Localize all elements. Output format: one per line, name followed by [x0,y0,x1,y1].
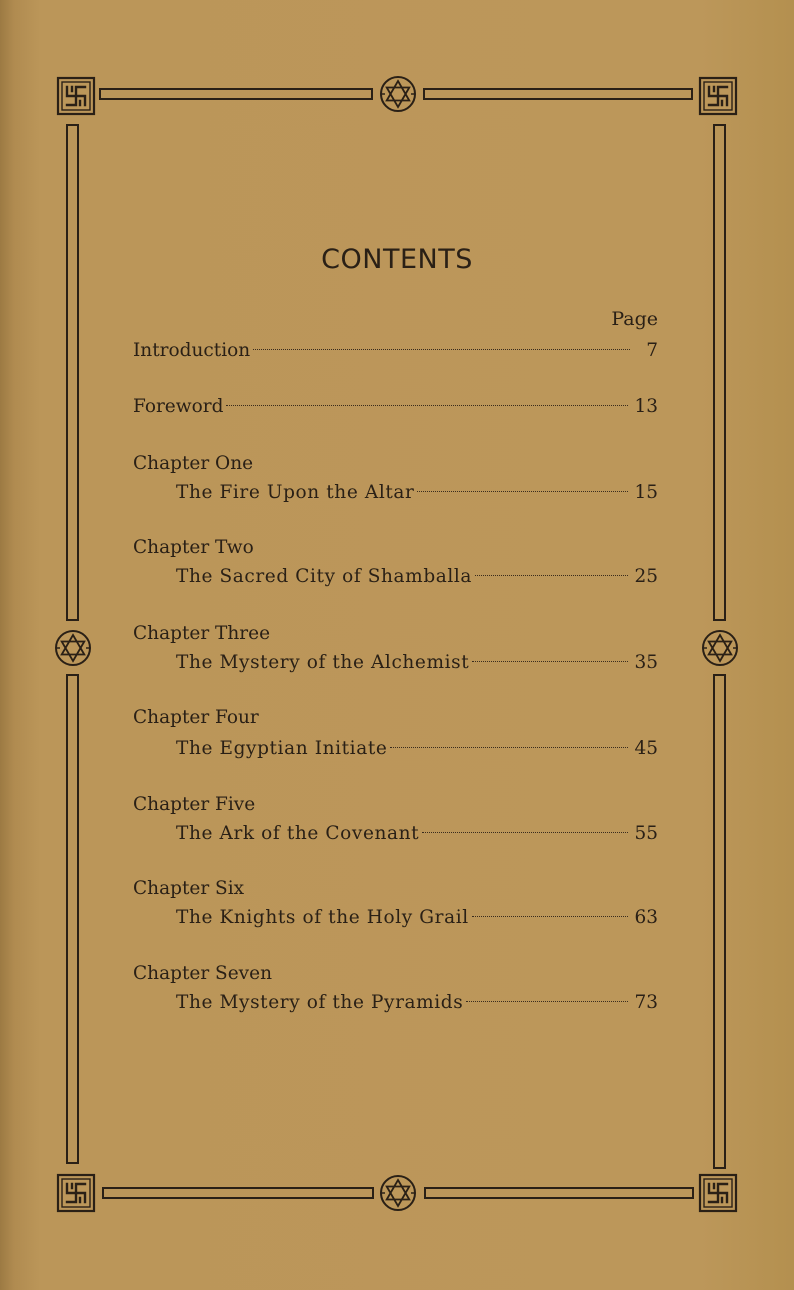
swastika-corner-icon [700,1175,736,1211]
entry-page-number: 7 [646,340,658,361]
entry-title: Foreword [133,396,224,417]
dot-leader [390,747,628,748]
toc-entry-chapter-five[interactable] [133,791,658,849]
dot-leader [472,916,629,917]
toc-entry-chapter-one[interactable] [133,450,658,508]
entry-title: The Ark of the Covenant [176,823,420,844]
toc-entry-introduction[interactable] [133,336,658,366]
dot-leader [472,661,628,662]
dot-leader [226,405,628,406]
entry-page-number: 25 [634,566,658,587]
toc-entry-chapter-six[interactable] [133,875,658,933]
entry-title: The Sacred City of Shamballa [176,566,473,587]
toc-entry-chapter-three[interactable] [133,620,658,678]
chapter-label: Chapter Seven [133,963,272,984]
swastika-corner-icon [700,78,736,114]
swastika-corner-icon [58,78,94,114]
entry-page-number: 63 [634,907,658,928]
entry-title: The Mystery of the Alchemist [176,652,470,673]
entry-page-number: 73 [634,992,658,1013]
dot-leader [417,491,628,492]
entry-title: The Egyptian Initiate [176,738,388,759]
page-column-label: Page [611,308,658,330]
hexagram-medallion-icon [56,631,90,665]
entry-page-number: 45 [634,738,658,759]
chapter-label: Chapter Six [133,878,245,899]
entry-page-number: 13 [634,396,658,417]
toc-entry-chapter-two[interactable] [133,534,658,592]
dot-leader [422,832,628,833]
entry-title: Introduction [133,340,251,361]
toc-entry-chapter-seven[interactable] [133,960,658,1018]
chapter-label: Chapter Three [133,623,271,644]
contents-heading: CONTENTS [321,244,473,275]
hexagram-medallion-icon [703,631,737,665]
hexagram-medallion-icon [381,1176,415,1210]
chapter-label: Chapter One [133,453,254,474]
hexagram-medallion-icon [381,77,415,111]
dot-leader [466,1001,628,1002]
entry-page-number: 35 [634,652,658,673]
entry-title: The Fire Upon the Altar [176,482,415,503]
entry-title: The Mystery of the Pyramids [176,992,464,1013]
toc-entry-foreword[interactable] [133,392,658,422]
dot-leader [253,349,630,350]
toc-entry-chapter-four[interactable] [133,704,658,766]
chapter-label: Chapter Five [133,794,256,815]
swastika-corner-icon [58,1175,94,1211]
entry-title: The Knights of the Holy Grail [176,907,469,928]
chapter-label: Chapter Two [133,537,254,558]
entry-page-number: 15 [634,482,658,503]
entry-page-number: 55 [634,823,658,844]
dot-leader [475,575,628,576]
chapter-label: Chapter Four [133,707,259,728]
